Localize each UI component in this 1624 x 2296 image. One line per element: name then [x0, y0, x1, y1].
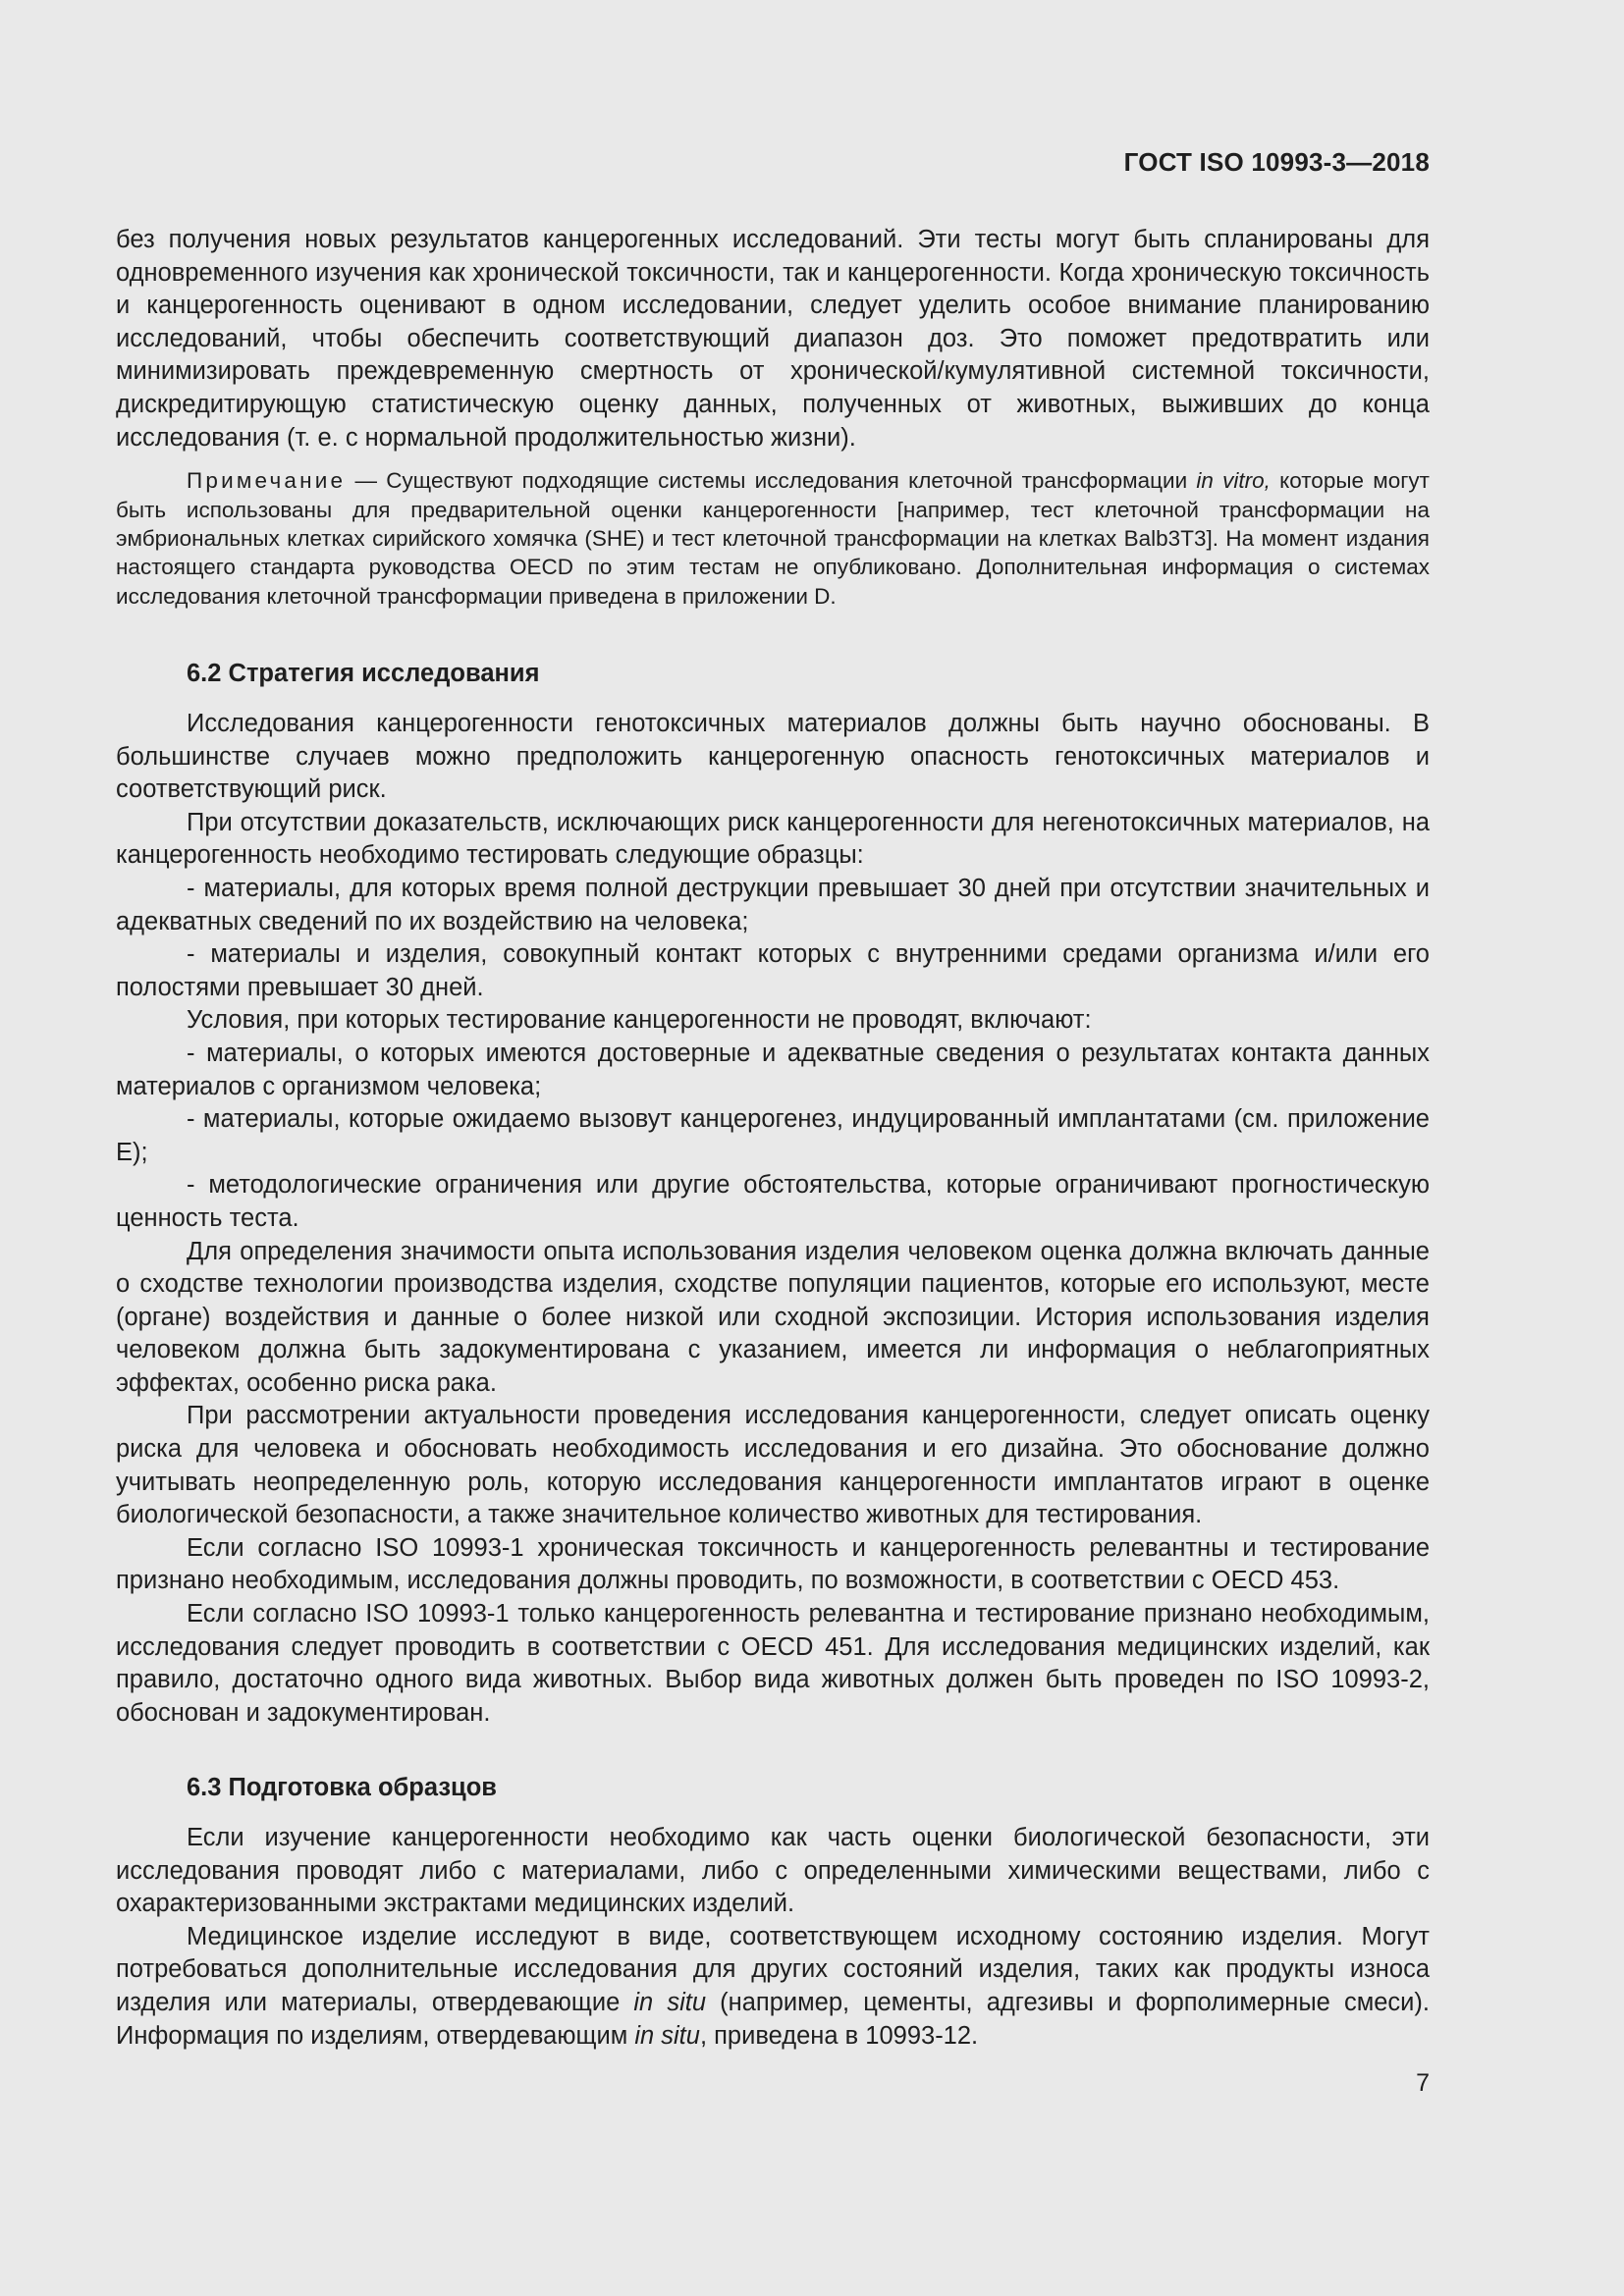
- document-header: ГОСТ ISO 10993-3—2018: [1123, 147, 1430, 177]
- section-6-2-list-item: - материалы, которые ожидаемо вызовут канцерогенез, индуцированный имплантатами (см. приложение E);: [116, 1105, 1430, 1166]
- note-paragraph: [116, 466, 1430, 611]
- note-label: Примечание: [187, 468, 347, 494]
- section-6-2-paragraph: При отсутствии доказательств, исключающих риск канцерогенности для негенотоксичных материалов, на канцерогенность необходимо тестировать следующие образцы:: [116, 808, 1430, 870]
- paragraph-text: (например, цементы, адгезивы и форполимерные смеси). Информация по изделиям, отвердевающим: [116, 1988, 1430, 2050]
- note-italic: in vitro,: [1196, 468, 1271, 494]
- section-6-2-list-item: - материалы, для которых время полной деструкции превышает 30 дней при отсутствии значительных и адекватных сведений по их воздействию на человека;: [116, 874, 1430, 935]
- section-6-2-list-item: - материалы и изделия, совокупный контакт которых с внутренними средами организма и/или его полостями превышает 30 дней.: [116, 940, 1430, 1001]
- section-6-2-list-item: - материалы, о которых имеются достоверные и адекватные сведения о результатах контакта данных материалов с организмом человека;: [116, 1039, 1430, 1100]
- intro-block: [116, 224, 1430, 611]
- paragraph-text: , приведена в 10993-12.: [699, 2021, 979, 2050]
- section-6-2-paragraph: Если согласно ISO 10993-1 только канцерогенность релевантна и тестирование признано необходимым, исследования следует проводить в соответствии с OECD 451. Для исследования медицинских изделий, как правило, достаточно одного вида животных. Выбор вида животных должен быть проведен по ISO 10993-2, обоснован и задокументирован.: [116, 1600, 1430, 1727]
- paragraph-italic: in situ: [634, 2021, 700, 2050]
- intro-paragraph: без получения новых результатов канцерогенных исследований. Эти тесты могут быть спланированы для одновременного изучения как хронической токсичности, так и канцерогенности. Когда хроническую токсичность и канцерогенность оценивают в одном исследовании, следует уделить особое внимание планированию исследований, чтобы обеспечить соответствующий диапазон доз. Это поможет предотвратить или минимизировать преждевременную смертность от хронической/кумулятивной системной токсичности, дискредитирующую статистическую оценку данных, полученных от животных, выживших до конца исследования (т. е. с нормальной продолжительностью жизни).: [116, 226, 1430, 452]
- section-6-2-paragraph: Если согласно ISO 10993-1 хроническая токсичность и канцерогенность релевантны и тестирование признано необходимым, исследования должны проводить, по возможности, в соответствии с OECD 453.: [116, 1533, 1430, 1595]
- section-6-2-heading: 6.2 Стратегия исследования: [187, 660, 540, 687]
- note-text-after: которые могут быть использованы для предварительной оценки канцерогенности [например, тест клеточной трансформации на эмбриональных клетках сирийского хомячка (SHE) и тест клеточной трансформации на клетках Balb3T3]. На момент издания настоящего стандарта руководства OECD по этим тестам не опубликовано. Дополнительная информация о системах исследования клеточной трансформации приведена в приложении D.: [116, 468, 1430, 609]
- section-6-3-paragraph: [116, 1921, 1430, 2053]
- section-6-2-paragraph: При рассмотрении актуальности проведения исследования канцерогенности, следует описать оценку риска для человека и обосновать необходимость исследования и его дизайна. Это обоснование должно учитывать неопределенную роль, которую исследования канцерогенности имплантатов играют в оценке биологической безопасности, а также значительное количество животных для тестирования.: [116, 1402, 1430, 1529]
- paragraph-text: Медицинское изделие исследуют в виде, соответствующем исходному состоянию изделия. Могут потребоваться дополнительные исследования для других состояний изделия, таких как продукты износа изделия или материалы, отвердевающие: [116, 1922, 1430, 2016]
- section-6-2-list-item: - методологические ограничения или другие обстоятельства, которые ограничивают прогностическую ценность теста.: [116, 1171, 1430, 1232]
- page-number: 7: [1416, 2069, 1430, 2097]
- section-6-2-paragraph: Условия, при которых тестирование канцерогенности не проводят, включают:: [187, 1006, 1092, 1035]
- section-6-3-heading: 6.3 Подготовка образцов: [187, 1774, 497, 1801]
- section-6-3: [116, 1771, 1430, 2053]
- section-6-2: [116, 657, 1430, 1730]
- paragraph-italic: in situ: [633, 1988, 707, 2016]
- section-6-2-paragraph: Для определения значимости опыта использования изделия человеком оценка должна включать данные о сходстве технологии производства изделия, сходстве популяции пациентов, которые его используют, месте (органе) воздействия и данные о более низкой или сходной экспозиции. История использования изделия человеком должна быть задокументирована с указанием, имеется ли информация о неблагоприятных эффектах, особенно риска рака.: [116, 1237, 1430, 1397]
- note-text-before: — Существуют подходящие системы исследования клеточной трансформации: [346, 468, 1197, 494]
- section-6-2-paragraph: Исследования канцерогенности генотоксичных материалов должны быть научно обоснованы. В большинстве случаев можно предположить канцерогенную опасность генотоксичных материалов и соответствующий риск.: [116, 710, 1430, 804]
- section-6-3-paragraph: Если изучение канцерогенности необходимо как часть оценки биологической безопасности, эти исследования проводят либо с материалами, либо с определенными химическими веществами, либо с охарактеризованными экстрактами медицинских изделий.: [116, 1824, 1430, 1918]
